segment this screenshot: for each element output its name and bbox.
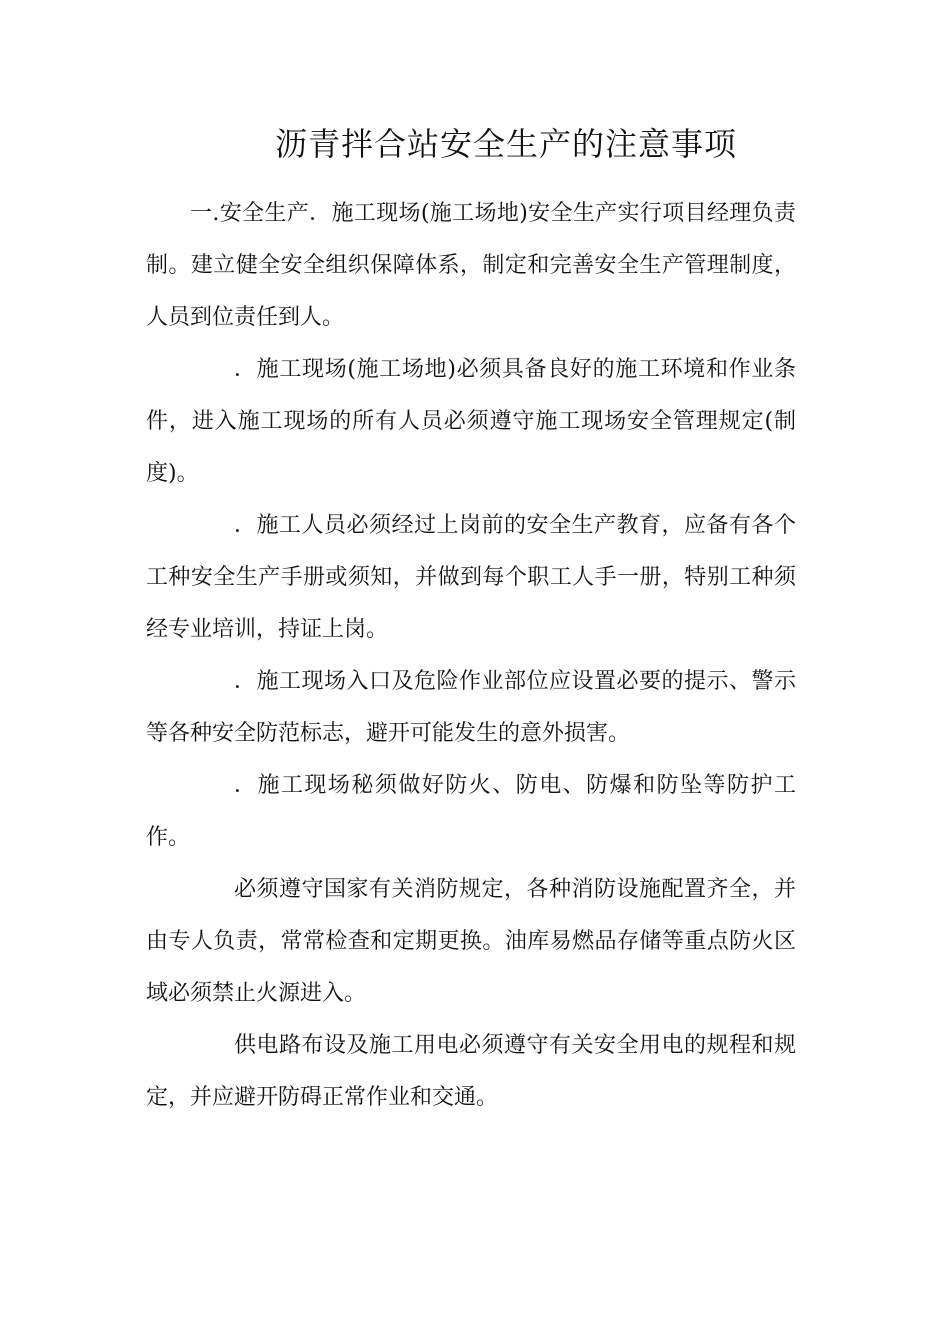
paragraph-protection-work: ．施工现场秘须做好防火、防电、防爆和防坠等防护工作。 [146,773,796,850]
paragraph-worker-training: ．施工人员必须经过上岗前的安全生产教育，应备有各个工种安全生产手册或须知，并做到每个职工人手一册，特别工种须经专业培训，持证上岗。 [146,513,796,642]
paragraph-warning-signs: ．施工现场入口及危险作业部位应设置必要的提示、警示等各种安全防范标志，避开可能发生的意外损害。 [146,669,796,746]
document-body [146,188,796,1124]
paragraph-site-conditions: ．施工现场(施工场地)必须具备良好的施工环境和作业条件，进入施工现场的所有人员必须遵守施工现场安全管理规定(制度)。 [146,357,796,486]
paragraph-safety-production: 一.安全生产．施工现场(施工场地)安全生产实行项目经理负责制。建立健全安全组织保障体系，制定和完善安全生产管理制度，人员到位责任到人。 [146,201,796,330]
paragraph-electricity-safety: 供电路布设及施工用电必须遵守有关安全用电的规程和规定，并应避开防碍正常作业和交通。 [146,1033,796,1110]
paragraph-fire-safety: 必须遵守国家有关消防规定，各种消防设施配置齐全，并由专人负责，常常检查和定期更换。油库易燃品存储等重点防火区域必须禁止火源进入。 [146,877,796,1006]
document-title: 沥青拌合站安全生产的注意事项 [274,125,737,163]
